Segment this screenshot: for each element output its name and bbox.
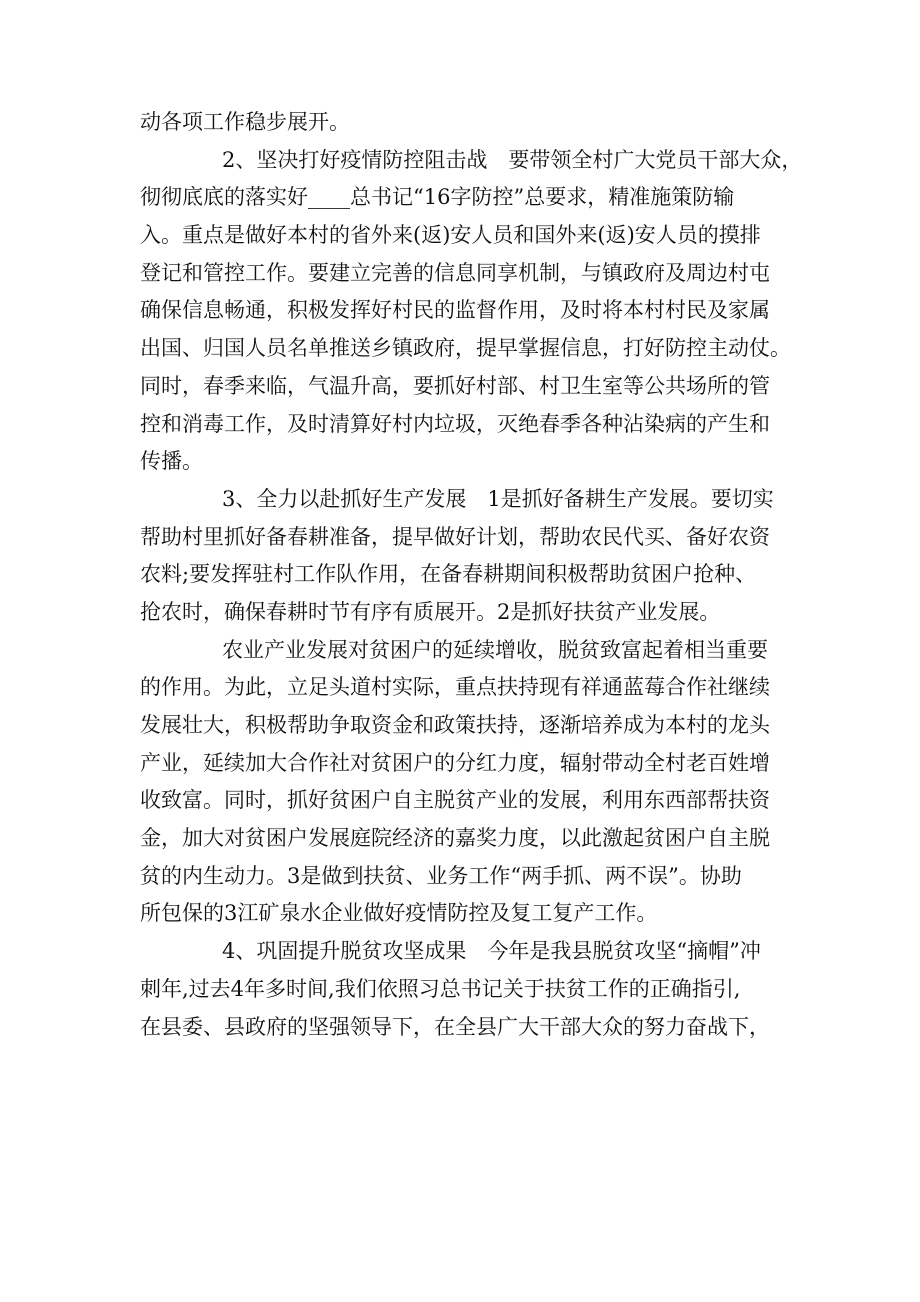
text-line: 在县委、县政府的坚强领导下，在全县广大干部大众的努力奋战下，: [140, 1014, 770, 1039]
text-line: 控和消毒工作，及时清算好村内垃圾，灭绝春季各种沾染病的产生和: [140, 411, 770, 436]
text-line: 刺年,过去4年多时间,我们依照习总书记关于扶贫工作的正确指引,: [140, 976, 741, 1001]
paragraph-industry: [140, 632, 800, 934]
paragraph-production: [140, 481, 800, 632]
text-line: 所包保的3江矿泉水企业做好疫情防控及复工复产工作。: [140, 901, 658, 926]
text-line: 帮助村里抓好备春耕准备，提早做好计划，帮助农民代买、备好农资: [140, 524, 770, 549]
text-line: 出国、归国人员名单推送乡镇政府，提早掌握信息，打好防控主动仗。: [140, 336, 791, 361]
document-body: [140, 104, 803, 1046]
text-line: 3、全力以赴抓好生产发展 1是抓好备耕生产发展。要切实: [222, 486, 774, 511]
text-line: 抢农时，确保春耕时节有序有质展开。2是抓好扶贫产业发展。: [140, 599, 721, 624]
text-line: 入。重点是做好本村的省外来(返)安人员和国外来(返)安人员的摸排: [140, 223, 761, 248]
text-line: 农料;要发挥驻村工作队作用，在备春耕期间积极帮助贫困户抢种、: [140, 562, 757, 587]
text-line: 动各项工作稳步展开。: [140, 110, 350, 134]
text-line: 发展壮大，积极帮助争取资金和政策扶持，逐渐培养成为本村的龙头: [140, 713, 770, 737]
text-line: 传播。: [140, 449, 203, 474]
paragraph-poverty-results: [140, 933, 800, 1046]
text-line: 彻彻底底的落实好____总书记“16字防控”总要求，精准施策防输: [140, 185, 735, 210]
text-line: 同时，春季来临，气温升高，要抓好村部、村卫生室等公共场所的管: [140, 373, 770, 398]
text-line: 贫的内生动力。3是做到扶贫、业务工作“两手抓、两不误”。协助: [140, 863, 742, 888]
text-line: 的作用。为此，立足头道村实际，重点扶持现有祥通蓝莓合作社继续: [140, 675, 770, 700]
text-line: 收致富。同时，抓好贫困户自主脱贫产业的发展，利用东西部帮扶资: [140, 788, 770, 813]
text-line: 金，加大对贫困户发展庭院经济的嘉奖力度，以此激起贫困户自主脱: [140, 826, 770, 851]
text-line: 2、坚决打好疫情防控阻击战 要带领全村广大党员干部大众，: [222, 147, 803, 172]
text-line: 农业产业发展对贫困户的延续增收，脱贫致富起着相当重要: [222, 637, 768, 662]
text-line: 登记和管控工作。要建立完善的信息同享机制，与镇政府及周边村屯: [140, 260, 770, 285]
paragraph-continuation: [140, 104, 800, 142]
text-line: 4、巩固提升脱贫攻坚成果 今年是我县脱贫攻坚“摘帽”冲: [222, 939, 761, 964]
text-line: 产业，延续加大合作社对贫困户的分红力度，辐射带动全村老百姓增: [140, 750, 770, 775]
text-line: 确保信息畅通，积极发挥好村民的监督作用，及时将本村村民及家属: [140, 298, 770, 323]
paragraph-epidemic-control: [140, 142, 803, 481]
